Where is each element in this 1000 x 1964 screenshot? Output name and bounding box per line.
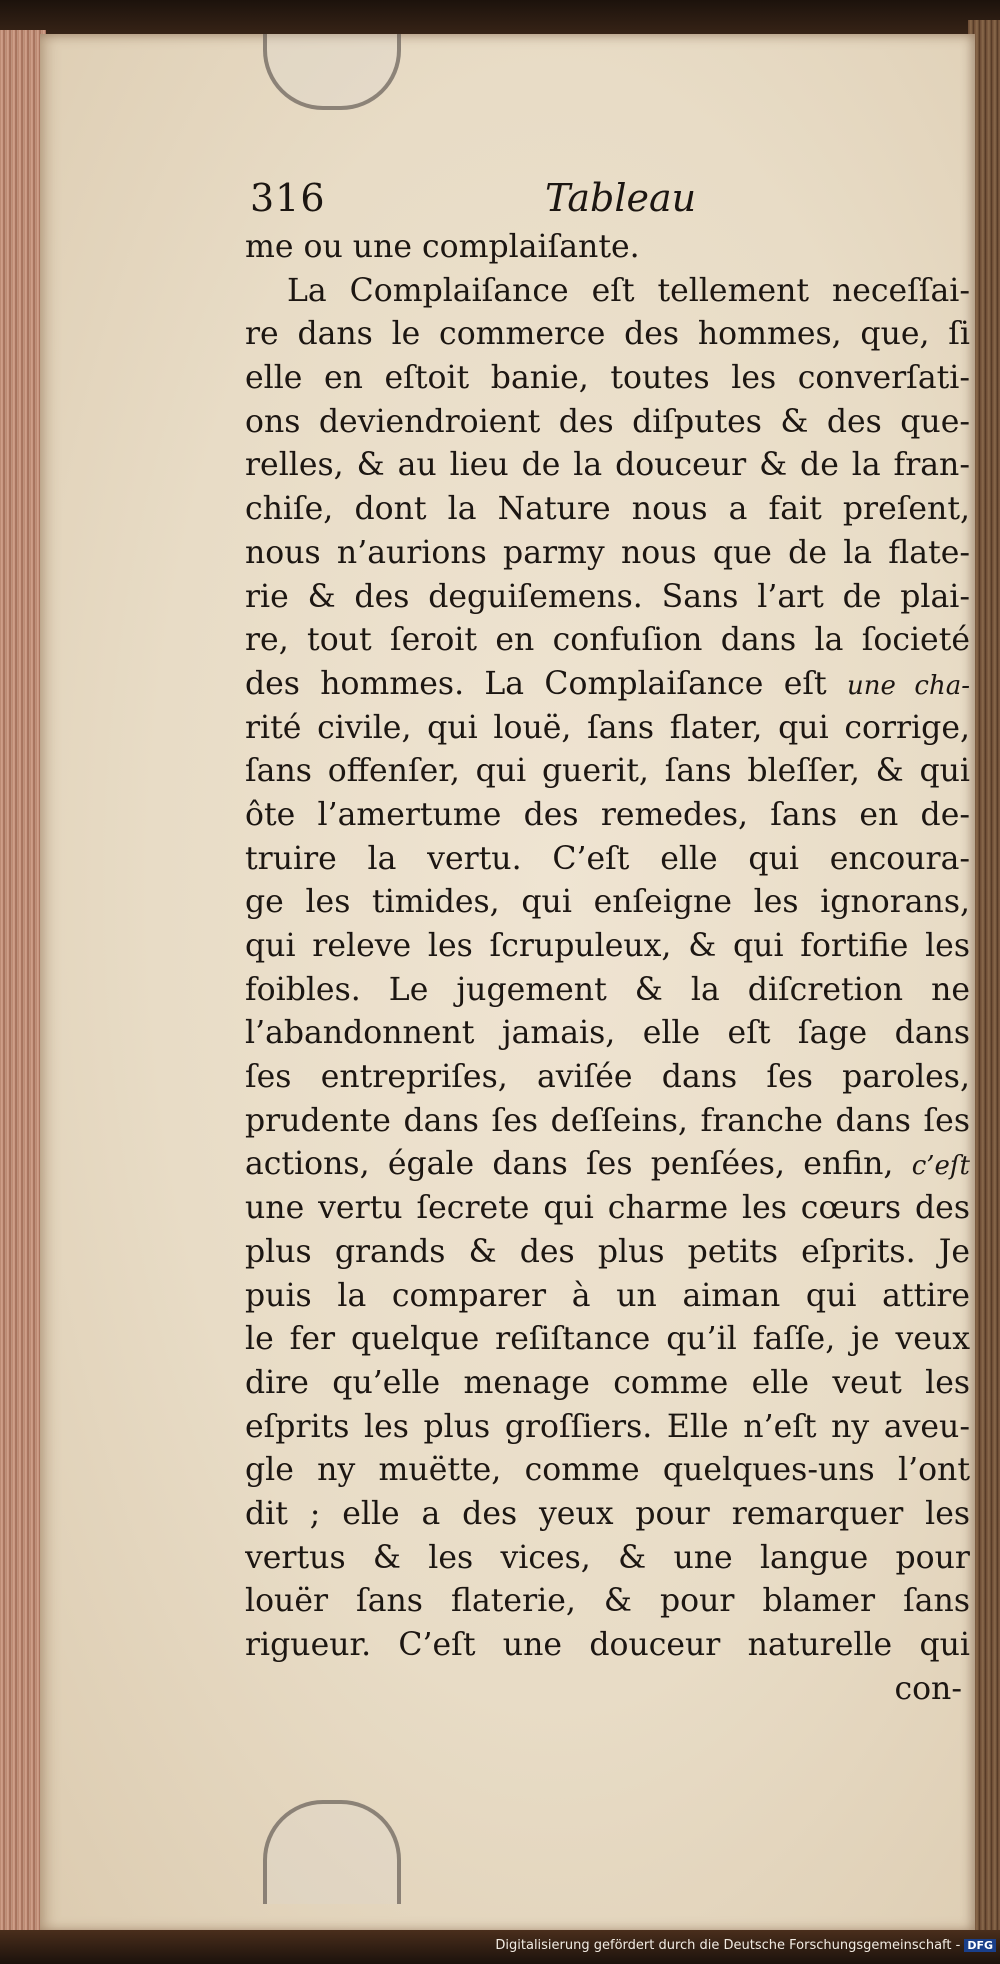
text-line: une vertu ſecrete qui charme les cœurs des [245, 1190, 970, 1227]
text-line: rité civile, qui louë, ſans flater, qui corrige, [245, 709, 970, 746]
text-line: nous n’aurions parmy nous que de la flate- [245, 534, 970, 571]
text-line: re, tout ſeroit en confuſion dans la ſocieté [245, 622, 970, 659]
text-line: vertus & les vices, & une langue pour [245, 1539, 970, 1576]
text-line: l’abandonnent jamais, elle eſt ſage dans [245, 1015, 970, 1052]
text-line: louër ſans flaterie, & pour blamer ſans [245, 1583, 970, 1620]
text-line: ons deviendroient des diſputes & des que- [245, 403, 970, 440]
text-line: le fer quelque reſiſtance qu’il faſſe, je veux [245, 1321, 970, 1358]
body-text [245, 226, 970, 1711]
italic-word: c’eſt [911, 1151, 970, 1182]
credit-text: Digitalisierung gefördert durch die Deutsche Forschungsgemeinschaft - [495, 1938, 961, 1953]
italic-phrase: une cha- [847, 670, 970, 701]
text-line: qui releve les ſcrupuleux, & qui fortifie les [245, 928, 970, 964]
text-line: plus grands & des plus petits eſprits. Je [245, 1233, 970, 1270]
text-line: me ou une complaiſante. [245, 229, 640, 265]
text-line-with-italic [245, 1143, 970, 1187]
text-line: prudente dans ſes deſſeins, franche dans ſes [245, 1102, 970, 1139]
digitization-credit [0, 1938, 996, 1953]
page-number: 316 [250, 176, 326, 220]
text-line: ſes entrepriſes, aviſée dans ſes paroles, [245, 1059, 970, 1096]
text-line: truire la vertu. C’eſt elle qui encoura- [245, 840, 970, 877]
text-line: dit ; elle a des yeux pour remarquer les [245, 1495, 970, 1532]
text-line: rigueur. C’eſt une douceur naturelle qui [245, 1627, 970, 1663]
text-line: relles, & au lieu de la douceur & de la fran- [245, 447, 970, 484]
text-line: gle ny muëtte, comme quelques-uns l’ont [245, 1452, 970, 1489]
text-segment: des hommes. La Complaiſance eſt [245, 665, 827, 702]
text-line: foibles. Le jugement & la diſcretion ne [245, 971, 970, 1008]
dfg-logo: DFG [964, 1939, 996, 1952]
text-line: puis la comparer à un aiman qui attire [245, 1277, 970, 1314]
text-line: eſprits les plus groſſiers. Elle n’eſt ny aveu- [245, 1408, 970, 1445]
text-line: La Complaiſance eſt tellement neceſſai- [287, 272, 970, 309]
text-line: dire qu’elle menage comme elle veut les [245, 1364, 970, 1401]
text-line: ôte l’amertume des remedes, ſans en de- [245, 796, 970, 833]
catchword: con- [894, 1670, 962, 1707]
text-segment: actions, égale dans ſes penſées, enfin, [245, 1146, 894, 1183]
text-line: elle en eſtoit banie, toutes les converſati- [245, 360, 970, 397]
text-line-with-italic [245, 663, 970, 707]
text-line: re dans le commerce des hommes, que, ſi [245, 316, 970, 353]
text-line: ge les timides, qui enſeigne les ignorans, [245, 884, 970, 921]
text-line: chiſe, dont la Nature nous a fait preſent, [245, 491, 970, 528]
text-line: ſans offenſer, qui guerit, ſans bleſſer, & qui [245, 753, 970, 790]
page-clamp-bottom [263, 1800, 401, 1904]
text-line: rie & des deguiſemens. Sans l’art de plai- [245, 578, 970, 615]
running-head: Tableau [545, 176, 697, 220]
